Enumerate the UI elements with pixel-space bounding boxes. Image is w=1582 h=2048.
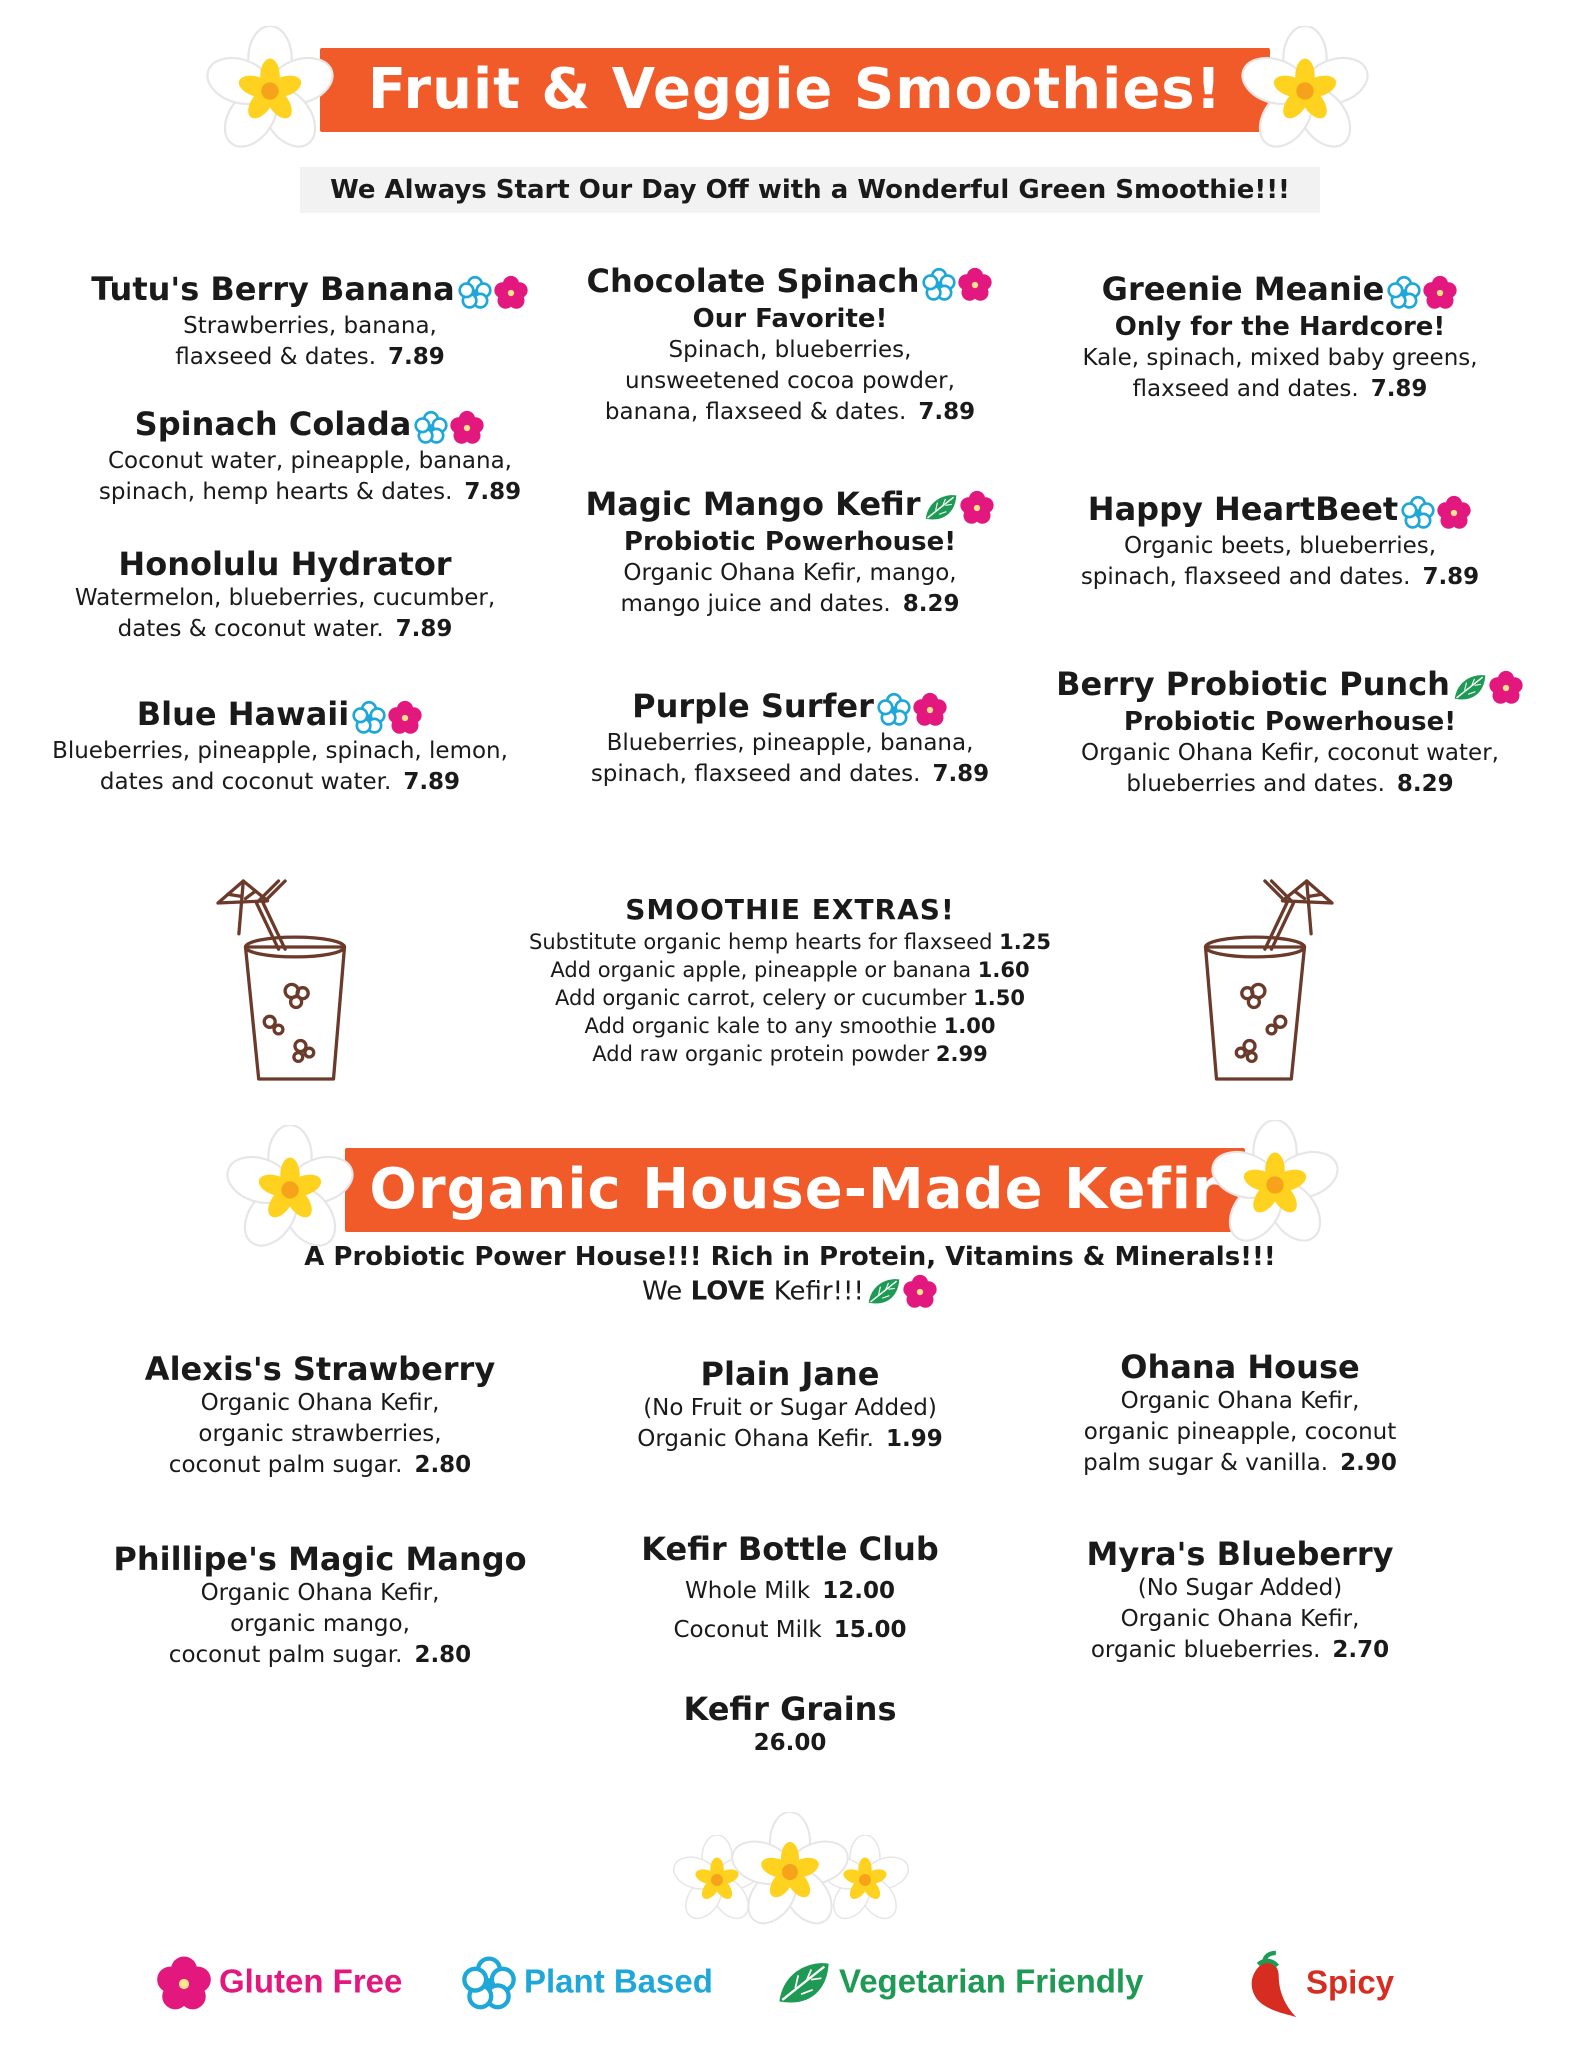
item-tagline: Our Favorite! (692, 303, 888, 334)
item-desc: flaxseed & dates. (175, 343, 377, 370)
item-desc: coconut palm sugar. (168, 1642, 403, 1668)
vegetarian-friendly-icon (775, 1955, 833, 2013)
plant-based-icon (413, 410, 449, 446)
menu-item (80, 1350, 560, 1481)
item-desc: Organic beets, blueberries, (1123, 532, 1437, 559)
item-desc: Organic Ohana Kefir, coconut water, (1081, 739, 1499, 766)
item-desc: blueberries and dates. (1126, 770, 1385, 797)
item-desc: spinach, flaxseed and dates. (590, 760, 921, 787)
item-price: 7.89 (388, 343, 445, 370)
gluten-free-icon (493, 275, 529, 311)
item-name: Greenie Meanie (1101, 270, 1385, 308)
extras-line: Add organic carrot, celery or cucumber 1.50 (555, 986, 1025, 1010)
smoothies-banner (320, 48, 1270, 132)
menu-item (530, 485, 1050, 620)
plumeria-icon (225, 1125, 355, 1255)
item-desc: Kale, spinach, mixed baby greens, (1082, 344, 1478, 371)
legend-vegetarian-friendly: Vegetarian Friendly (775, 1955, 1143, 2013)
plant-based-icon (876, 692, 912, 728)
legend-gluten-free: Gluten Free (155, 1955, 402, 2013)
smoothie-extras (440, 892, 1140, 1068)
item-desc: organic strawberries, (198, 1421, 442, 1447)
smoothies-subtitle: We Always Start Our Day Off with a Wonderful Green Smoothie!!! (300, 167, 1320, 213)
item-name: Phillipe's Magic Mango (113, 1540, 527, 1578)
vegetarian-friendly-icon (1452, 670, 1488, 706)
menu-item (540, 1355, 1040, 1455)
extras-line: Add organic apple, pineapple or banana 1.60 (550, 958, 1030, 982)
item-desc: Coconut Milk (673, 1617, 822, 1643)
item-desc: coconut palm sugar. (168, 1452, 403, 1478)
gluten-free-icon (449, 410, 485, 446)
item-desc: Organic Ohana Kefir, (1120, 1606, 1360, 1632)
item-price: 2.80 (414, 1452, 472, 1478)
plant-based-icon (921, 267, 957, 303)
item-desc: Spinach, blueberries, (668, 336, 912, 363)
menu-item (1020, 490, 1540, 593)
menu-item (40, 405, 580, 508)
item-name: Tutu's Berry Banana (91, 270, 455, 308)
item-tagline: Probiotic Powerhouse! (1123, 706, 1457, 737)
extras-title: SMOOTHIE EXTRAS! (625, 893, 955, 926)
kefir-banner (345, 1148, 1245, 1232)
gluten-free-icon (155, 1955, 213, 2013)
item-tagline: Only for the Hardcore! (1114, 311, 1446, 342)
item-desc: Organic Ohana Kefir, (1120, 1388, 1360, 1414)
item-desc: Organic Ohana Kefir, mango, (623, 559, 957, 586)
item-desc: flaxseed and dates. (1132, 375, 1359, 402)
item-desc: organic blueberries. (1090, 1637, 1321, 1663)
item-name: Myra's Blueberry (1086, 1535, 1394, 1573)
item-price: 7.89 (918, 398, 976, 425)
item-desc: palm sugar & vanilla. (1083, 1450, 1329, 1476)
gluten-free-icon (1488, 670, 1524, 706)
item-name: Honolulu Hydrator (118, 545, 452, 583)
plant-based-icon (457, 275, 493, 311)
item-price: 26.00 (753, 1730, 827, 1756)
item-desc: spinach, hemp hearts & dates. (98, 478, 453, 505)
item-name: Blue Hawaii (136, 695, 350, 733)
smoothies-title: Fruit & Veggie Smoothies! (367, 57, 1223, 122)
item-desc: (No Sugar Added) (1137, 1575, 1343, 1601)
item-name: Alexis's Strawberry (144, 1350, 496, 1388)
item-price: 7.89 (1370, 375, 1428, 402)
gluten-free-icon (957, 267, 993, 303)
vegetarian-friendly-icon (866, 1274, 902, 1310)
extras-line: Add raw organic protein powder 2.99 (592, 1042, 988, 1066)
item-name: Chocolate Spinach (586, 262, 920, 300)
plumeria-icon (730, 1812, 850, 1932)
plant-based-icon (460, 1955, 518, 2013)
item-desc: dates & coconut water. (117, 616, 384, 642)
item-desc: Blueberries, pineapple, banana, (606, 729, 974, 756)
menu-item (1000, 1348, 1480, 1479)
item-desc: Blueberries, pineapple, spinach, lemon, (52, 737, 508, 764)
item-price: 2.90 (1340, 1450, 1397, 1476)
item-desc: Organic Ohana Kefir, (200, 1390, 440, 1416)
kefir-title: Organic House-Made Kefir (369, 1157, 1221, 1222)
smoothie-cup-icon (210, 870, 380, 1090)
menu-item (530, 687, 1050, 790)
item-price: 15.00 (833, 1617, 907, 1643)
item-name: Ohana House (1120, 1348, 1360, 1386)
item-name: Kefir Grains (683, 1690, 897, 1728)
kefir-grains (540, 1690, 1040, 1759)
item-name: Magic Mango Kefir (585, 485, 921, 523)
item-desc: Strawberries, banana, (183, 312, 437, 339)
kefir-subtitle: A Probiotic Power House!!! Rich in Protein, Vitamins & Minerals!!! We LOVE Kefir!!! (200, 1240, 1380, 1310)
gluten-free-icon (902, 1274, 938, 1310)
item-price: 7.89 (464, 478, 522, 505)
item-price: 1.99 (886, 1426, 943, 1452)
item-desc: organic mango, (230, 1611, 410, 1637)
kefir-bottle-club (540, 1530, 1040, 1646)
item-name: Kefir Bottle Club (641, 1530, 939, 1568)
item-tagline: Probiotic Powerhouse! (623, 526, 957, 557)
extras-line: Substitute organic hemp hearts for flaxseed 1.25 (528, 930, 1051, 954)
item-desc: banana, flaxseed & dates. (604, 398, 907, 425)
item-price: 7.89 (395, 616, 453, 642)
item-desc: Organic Ohana Kefir, (200, 1580, 440, 1606)
plant-based-icon (1400, 495, 1436, 531)
menu-item (1020, 665, 1560, 800)
item-name: Purple Surfer (632, 687, 874, 725)
extras-line: Add organic kale to any smoothie 1.00 (584, 1014, 996, 1038)
spicy-icon (1240, 1950, 1300, 2020)
item-desc: organic pineapple, coconut (1083, 1419, 1397, 1445)
item-desc: Watermelon, blueberries, cucumber, (74, 585, 496, 611)
item-desc: spinach, flaxseed and dates. (1080, 563, 1411, 590)
vegetarian-friendly-icon (923, 490, 959, 526)
item-price: 7.89 (1422, 563, 1480, 590)
gluten-free-icon (959, 490, 995, 526)
item-name: Plain Jane (700, 1355, 880, 1393)
plumeria-icon (1210, 1120, 1340, 1250)
item-price: 2.80 (414, 1642, 472, 1668)
plant-based-icon (1386, 275, 1422, 311)
gluten-free-icon (1436, 495, 1472, 531)
menu-item (1020, 270, 1540, 405)
item-desc: dates and coconut water. (99, 768, 392, 795)
item-desc: Coconut water, pineapple, banana, (107, 447, 512, 474)
item-name: Berry Probiotic Punch (1056, 665, 1450, 703)
legend-plant-based: Plant Based (460, 1955, 713, 2013)
item-desc: Organic Ohana Kefir. (637, 1426, 874, 1452)
item-name: Happy HeartBeet (1087, 490, 1399, 528)
item-name: Spinach Colada (134, 405, 412, 443)
smoothie-cup-icon (1170, 870, 1340, 1090)
plumeria-icon (1240, 26, 1370, 156)
item-desc: unsweetened cocoa powder, (625, 367, 955, 394)
legend-spicy: Spicy (1240, 1950, 1394, 2020)
item-price: 2.70 (1332, 1637, 1390, 1663)
item-desc: Whole Milk (685, 1578, 811, 1604)
menu-item (10, 695, 550, 798)
menu-item (15, 545, 555, 645)
item-desc: mango juice and dates. (620, 590, 891, 617)
item-price: 12.00 (822, 1578, 895, 1604)
plumeria-icon (205, 26, 335, 156)
gluten-free-icon (387, 700, 423, 736)
plant-based-icon (351, 700, 387, 736)
menu-item (1000, 1535, 1480, 1666)
item-price: 7.89 (932, 760, 990, 787)
item-price: 8.29 (1396, 770, 1454, 797)
menu-item (40, 270, 580, 373)
item-price: 7.89 (403, 768, 461, 795)
gluten-free-icon (1422, 275, 1458, 311)
item-price: 8.29 (902, 590, 960, 617)
item-desc: (No Fruit or Sugar Added) (643, 1395, 937, 1421)
menu-item (530, 262, 1050, 428)
gluten-free-icon (912, 692, 948, 728)
menu-item (60, 1540, 580, 1671)
